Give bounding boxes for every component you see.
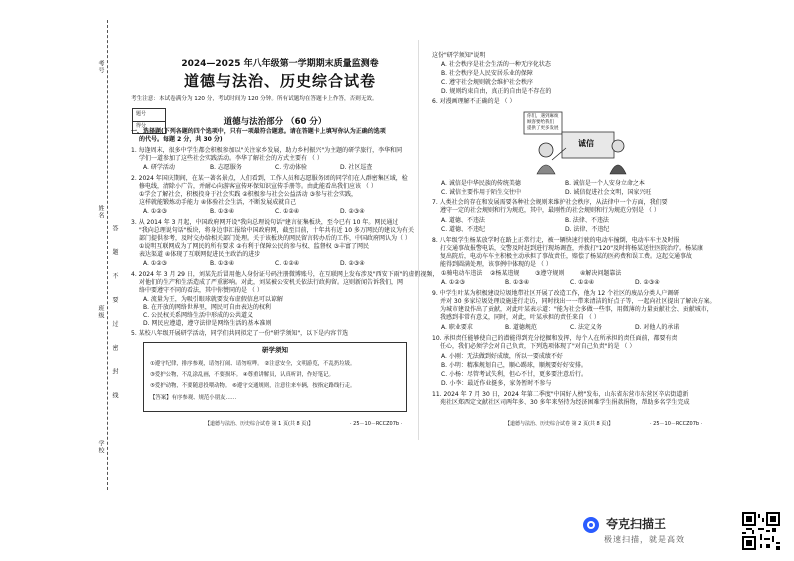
q6-cartoon: [522, 110, 632, 176]
section-title: 道德与法治部分 （60 分）: [223, 117, 327, 127]
q4-option-b: B. 在开放的网络世界里，网民可自由表达的权利: [143, 304, 271, 311]
q1-option-b: B. 志愿服务: [210, 164, 242, 171]
q4-option-d: D. 网民应遵道，遵守法律是网络生活的基本准则: [143, 320, 272, 327]
instruction-line-1: 一、选择题(下列各题的四个选项中，只有一项最符合题意。请在答题卡上填写你认为正确的选项: [131, 128, 386, 135]
scanner-brand: 夸克扫描王: [606, 517, 667, 531]
binding-school: 学校: [97, 440, 104, 454]
p2-q9-option-d: D. 对他人的承诺: [635, 324, 680, 331]
cartoon-caption-1: 你们，遇到麻烦: [527, 114, 559, 119]
p2-q8-item-3: ③遵守规则: [535, 270, 565, 277]
study-notice-line-3: ⑤爱护动物，不要随意投喂动物。 ⑥遵守交通规则，注意往来车辆，按指定路线行走。: [150, 383, 356, 389]
p2-q11-line-1: 11. 2024 年 7 月 30 日，2024 年第二季度"中国好人榜"发布，山东省东营市东营区辛店街道新: [432, 391, 689, 398]
exam-title: 2024—2025 年八年级第一学期期末质量监测卷: [181, 59, 379, 69]
cartoon-sign: 诚信: [578, 139, 594, 148]
p2-q7-option-d: D. 法律、不违纪: [565, 226, 610, 233]
paper-title: 道德与法治、历史综合试卷: [183, 72, 376, 90]
p2-q8-line-2: 打交通事故报警电话，交警及时赶到进行现场调查，并拨打"120"及时将杨某送往医院治疗。杨某康: [440, 245, 703, 252]
p2-q8-option-d: D. ②③④: [635, 279, 660, 286]
score-label-question: 题号: [136, 111, 147, 117]
cartoon-caption-2: 顾客要给我们: [527, 120, 554, 125]
p2-q6-option-d: D. 诚信促进社会文明，国家兴旺: [565, 189, 652, 196]
q4-line-1: 4. 2024 年 3 月 29 日，刘某先后冒用他人身份证号码注册微博账号，在互联网上发布涉及"西安下雨"的虚假视频，: [131, 271, 439, 278]
page1-footer: 【道德与法治、历史综合试卷 第 1 页(共 8 页)】: [205, 421, 314, 427]
q1-option-d: D. 社区巡查: [340, 164, 373, 171]
page1-footer-code: · 25－10－RCCZ07b ·: [350, 421, 403, 427]
q1-line-1: 1. 每逢周末，很多中学生都会积极参加以"关注家乡发展，助力乡村振兴"为主题的研学旅行，李华和同: [131, 147, 403, 154]
q1-line-2: 学们一道参加了这些社会实践活动。李华了解社会的方式主要有 （ ）: [139, 155, 323, 162]
binding-class: 班级: [97, 305, 104, 319]
page2-footer-code: · 25－10－RCCZ07b ·: [650, 421, 703, 427]
q3-option-c: C. ①②④: [275, 260, 300, 267]
p2-q10-option-d: D. 小李：最近作业挺多，家务暂时不参与: [441, 380, 552, 387]
scanner-watermark: [582, 512, 782, 554]
p2-q8-option-c: C. ①②④: [570, 279, 595, 286]
p2-q8-option-b: B. ①③④: [505, 279, 530, 286]
p2-q6-stem: 6. 对漫画理解不正确的是 （ ）: [432, 98, 516, 105]
study-notice-box: [143, 342, 407, 412]
p2-q9-option-b: B. 道德规范: [505, 324, 537, 331]
p2-q9-line-2: 并对 30 多家垃圾处理设施进行走访，同时找出一一带来清洁的好点子等，一起向社区提出了解决方案。: [440, 298, 716, 305]
study-notice-line-2: ③爱护公物，不乱涂乱画，不要损坏。 ④尊重讲解员，认真听讲，作好笔记。: [150, 372, 334, 378]
q3-line-3: 部门提供参考，及时交办给相关部门处理。关于该板块的网民留言转办后的工作，中国政府网认为（ ）: [139, 235, 411, 242]
scanner-slogan: 极速扫描，就是高效: [604, 535, 685, 544]
page2-footer: 【道德与法治、历史综合试卷 第 2 页(共 8 页)】: [505, 421, 614, 427]
p2-q6-option-b: B. 诚信是一个人安身立命之本: [565, 180, 645, 187]
q3-option-d: D. ②③④: [340, 260, 365, 267]
binding-no-answer-text: 答 题 不 要 过 密 封 线: [111, 225, 118, 407]
exam-notice: 考生注意：本试卷满分为 120 分，考试时间为 120 分钟。所有试题均在答题卡上作答，否则无效。: [131, 96, 378, 102]
q4-option-a: A. 流量为王，为吸引眼球就要发布虚假信息可以谅解: [143, 296, 283, 303]
q2-line-2: 修电线，清除小广告，并耐心向游客宣传环保知识宣传手册等。由此能看出我们应该 （ ）: [139, 183, 377, 190]
p2-q10-line-1: 10. 承担责任能够使自己的潜能得到充分挖掘和发挥，每个人在所承担的责任面前，都要有责: [432, 335, 678, 342]
p2-q7-option-b: B. 法律、不违法: [565, 217, 609, 224]
q3-line-5: 表达渠道 ④体现了互联网促进民主政治的进步: [139, 251, 261, 258]
q3-line-2: "我向总理说句话"板块，将身边事汇报给中国政府网，截至目前，十年共有近 10 多万网民的建议为有关: [139, 227, 414, 234]
binding-name: 姓名: [97, 205, 104, 219]
p2-q8-item-1: ①骑电动车违法: [441, 270, 483, 277]
study-notice-title: 研学须知: [262, 346, 288, 354]
q2-option-b: B. ①③④: [210, 208, 235, 215]
qr-code-icon[interactable]: [742, 512, 780, 550]
p2-q6-option-a: A. 诚信是中华民族的传统美德: [441, 180, 521, 187]
page-divider: [418, 40, 419, 440]
p2-q5-continuation: 这份"研学须知"说明: [432, 52, 486, 59]
q4-line-2: 对他们的生产和生活造成了严重影响。对此，刘某被公安机关依法行政拘留。这则新闻告诉我们，网: [139, 279, 404, 286]
study-notice-line-4: 【答案】有序参观、规范小朋友……: [150, 395, 237, 401]
q3-option-b: B. ①③④: [210, 260, 235, 267]
q2-line-3: ①学会了解社会，积极投身于社会实践 ②积极参与社会公益活动 ③参与社会实践，: [139, 191, 357, 198]
p2-q8-item-2: ②杨某违规: [490, 270, 520, 277]
q3-line-4: ①说明互联网成为了网民的所有要求 ②有利于保障公民的参与权、监督权 ③丰富了网民: [139, 243, 369, 250]
p2-q5-option-c: C. 遵守社会规则就会维护社会秩序: [441, 79, 534, 86]
q2-line-1: 2. 2024 年国庆期间，在某一著名景点，人们看到，工作人员和志愿服务团的同学们在人群密集区域，检: [131, 175, 408, 182]
p2-q8-option-a: A. ①②③: [441, 279, 465, 286]
q1-option-c: C. 劳动体验: [275, 164, 308, 171]
q4-line-3: 络中要遵守不同的看法，其中你赞同的是 （ ）: [139, 287, 263, 294]
q2-option-a: A. ①②③: [143, 208, 167, 215]
cartoon-caption-3: 提供了更多发展: [527, 126, 559, 131]
p2-q8-line-1: 8. 八年级学生杨某放学时在路上正常行走，被一辆快速行驶的电动车撞倒，电动车车主及时报: [432, 237, 680, 244]
p2-q9-line-4: 我感到非常有意义，同时，对此，叶某承担的责任来自 （ ）: [440, 314, 600, 321]
p2-q10-option-c: C. 小杨：尽管考试失利，但心不甘，更多要注意后行。: [441, 371, 588, 378]
p2-q5-option-a: A. 社会秩序是社会生活的一种无序化状态: [441, 61, 551, 68]
p2-q6-option-c: C. 诚信主要作用于陌生交往中: [441, 189, 522, 196]
p2-q7-option-c: C. 道德、不违纪: [441, 226, 486, 233]
q3-option-a: A. ①②③: [143, 260, 167, 267]
q1-option-a: A. 研学活动: [143, 164, 175, 171]
q2-line-4: 这样就能锻炼动手能力 ④体验社会生活，不断发展成就自己: [139, 199, 297, 206]
q5-line-1: 5. 某校八年级开展研学活动，同学们共同拟定了一份"研学须知"，以下是内容节选: [131, 330, 349, 337]
p2-q9-option-a: A. 职业要求: [441, 324, 473, 331]
p2-q10-line-2: 任心，我们必须学会对自己负责，下列选项体现了"对自己负责"的是 （ ）: [440, 343, 636, 350]
p2-q7-line-2: 遵守一定的社会规则和行为规范，其中，最刚性的社会规则和行为规范分别是 （ ）: [440, 207, 660, 214]
p2-q8-item-4: ④解决问题靠法: [580, 270, 622, 277]
score-label-points: 得分: [136, 123, 147, 129]
q2-option-d: D. ②③④: [340, 208, 365, 215]
binding-kaohao: 考号: [97, 60, 104, 74]
study-notice-line-1: ①遵守纪律，排序参观，请勿打闹、请勿喧哗。 ②注意安全，文明游览，不乱扔垃圾。: [150, 361, 356, 367]
p2-q7-line-1: 7. 人类社会的存在和发展需要各种社会规则来维护社会秩序，从法律中一个方面，我们要: [432, 199, 668, 206]
p2-q9-line-3: 为城市建设作出了贡献，对此叶某表示道："能为社会多做一些事，用微薄的力量贡献社会、贡献城市，: [440, 306, 713, 313]
binding-line: [107, 20, 108, 490]
p2-q9-line-1: 9. 中学生叶某为积极建设垃圾地带社区开展了改造工作，他为 12 个社区的废品分类人户调研: [432, 290, 680, 297]
p2-q11-line-2: 苑社区郑西定文献社区司两年多、30 多年来坚持为经济困难学生捐款捐物，帮助多名学生完成: [440, 399, 690, 406]
p2-q7-option-a: A. 道德、不违法: [441, 217, 485, 224]
q3-line-1: 3. 从 2014 年 3 月起，中国政府网开设"我向总理说句话"建言征集板块，至今已有 10 年。网民通过: [131, 219, 399, 226]
q4-option-c: C. 公民权关系网络生活中形成的公共道义: [143, 312, 254, 319]
p2-q8-line-4: 能得到圆满处理，该事例中体现的是 （ ）: [440, 261, 552, 268]
p2-q10-option-b: B. 小明：精准规划自己，顺心踢球，顺规要好好安排。: [441, 362, 587, 369]
p2-q5-option-d: D. 规则约束自由，真正的自由是不存在的: [441, 88, 552, 95]
q2-option-c: C. ①②④: [275, 208, 300, 215]
p2-q8-line-3: 复出院后，电动车车主积极主动承担了事故责任，赔偿了杨某的医药费和误工费。这起交通事故: [440, 253, 693, 260]
p2-q9-option-c: C. 法定义务: [570, 324, 603, 331]
scanner-logo-icon: [582, 516, 600, 534]
p2-q10-option-a: A. 小刚：无法做到好成绩，所以一要成绩不好: [441, 353, 563, 360]
instruction-line-2: 的代号。每题 2 分，共 30 分): [139, 136, 223, 143]
p2-q5-option-b: B. 社会秩序是人民安居乐业的保障: [441, 70, 533, 77]
